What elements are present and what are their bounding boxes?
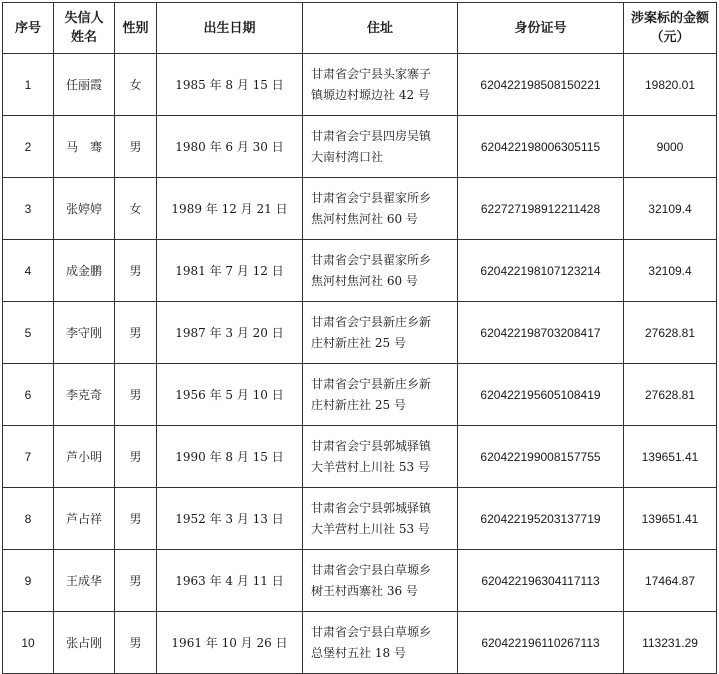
row-id-number: 622727198912211428 — [458, 178, 624, 240]
row-amount: 32109.4 — [624, 178, 717, 240]
row-gender: 男 — [115, 302, 157, 364]
row-address-line2: 焦河村焦河社 60 号 — [311, 211, 418, 226]
row-name: 任丽霞 — [54, 54, 115, 116]
table-row — [3, 612, 717, 674]
row-index: 10 — [3, 612, 54, 674]
row-index: 1 — [3, 54, 54, 116]
row-address — [303, 302, 458, 364]
row-name: 张占刚 — [54, 612, 115, 674]
row-amount: 27628.81 — [624, 364, 717, 426]
table-row — [3, 54, 717, 116]
row-address-line2: 大羊营村上川社 53 号 — [311, 521, 430, 536]
row-name: 李守刚 — [54, 302, 115, 364]
row-birth-date: 1961 年 10 月 26 日 — [157, 612, 303, 674]
row-address — [303, 612, 458, 674]
row-address-line1: 甘肃省会宁县四房吴镇 — [311, 128, 432, 143]
row-birth-date: 1987 年 3 月 20 日 — [157, 302, 303, 364]
row-address-line1: 甘肃省会宁县新庄乡新 — [311, 314, 432, 329]
row-name: 马 骞 — [54, 116, 115, 178]
header-amount — [624, 3, 717, 54]
row-index: 7 — [3, 426, 54, 488]
row-birth-date: 1963 年 4 月 11 日 — [157, 550, 303, 612]
row-gender: 男 — [115, 116, 157, 178]
row-id-number: 620422195203137719 — [458, 488, 624, 550]
row-address-line1: 甘肃省会宁县郭城驿镇 — [311, 438, 432, 453]
header-name — [54, 3, 115, 54]
row-index: 9 — [3, 550, 54, 612]
row-amount: 113231.29 — [624, 612, 717, 674]
row-address — [303, 488, 458, 550]
header-row — [3, 3, 717, 54]
row-address — [303, 116, 458, 178]
header-birth-date: 出生日期 — [157, 3, 303, 54]
header-address: 住址 — [303, 3, 458, 54]
row-index: 6 — [3, 364, 54, 426]
row-name: 芦占祥 — [54, 488, 115, 550]
row-name: 芦小明 — [54, 426, 115, 488]
row-gender: 男 — [115, 426, 157, 488]
row-amount: 139651.41 — [624, 488, 717, 550]
row-index: 4 — [3, 240, 54, 302]
debtor-table — [2, 2, 717, 674]
row-address-line1: 甘肃省会宁县白草塬乡 — [311, 624, 432, 639]
header-index: 序号 — [3, 3, 54, 54]
row-amount: 9000 — [624, 116, 717, 178]
table-row — [3, 116, 717, 178]
header-name-line1: 失信人 — [64, 11, 104, 26]
row-address — [303, 178, 458, 240]
row-address — [303, 240, 458, 302]
table-row — [3, 426, 717, 488]
row-birth-date: 1980 年 6 月 30 日 — [157, 116, 303, 178]
row-birth-date: 1985 年 8 月 15 日 — [157, 54, 303, 116]
row-amount: 32109.4 — [624, 240, 717, 302]
row-birth-date: 1981 年 7 月 12 日 — [157, 240, 303, 302]
row-index: 2 — [3, 116, 54, 178]
row-address-line1: 甘肃省会宁县郭城驿镇 — [311, 500, 432, 515]
row-amount: 27628.81 — [624, 302, 717, 364]
row-id-number: 620422198107123214 — [458, 240, 624, 302]
row-id-number: 620422195605108419 — [458, 364, 624, 426]
row-amount: 17464.87 — [624, 550, 717, 612]
row-gender: 男 — [115, 488, 157, 550]
row-address-line2: 树王村西寨社 36 号 — [311, 583, 418, 598]
row-address — [303, 426, 458, 488]
row-name: 李克奇 — [54, 364, 115, 426]
row-address-line1: 甘肃省会宁县新庄乡新 — [311, 376, 432, 391]
row-name: 张婷婷 — [54, 178, 115, 240]
row-id-number: 620422199008157755 — [458, 426, 624, 488]
row-address-line2: 镇塬边村塬边社 42 号 — [311, 87, 430, 102]
table-body — [3, 54, 717, 674]
table-row — [3, 550, 717, 612]
row-gender: 男 — [115, 612, 157, 674]
row-name: 王成华 — [54, 550, 115, 612]
row-gender: 男 — [115, 240, 157, 302]
row-index: 5 — [3, 302, 54, 364]
row-name: 成金鹏 — [54, 240, 115, 302]
row-address — [303, 54, 458, 116]
row-address-line1: 甘肃省会宁县白草塬乡 — [311, 562, 432, 577]
row-amount: 139651.41 — [624, 426, 717, 488]
row-address-line2: 大羊营村上川社 53 号 — [311, 459, 430, 474]
table-row — [3, 178, 717, 240]
table-row — [3, 488, 717, 550]
row-birth-date: 1952 年 3 月 13 日 — [157, 488, 303, 550]
row-gender: 女 — [115, 178, 157, 240]
row-address-line2: 庄村新庄社 25 号 — [311, 335, 406, 350]
header-id-number: 身份证号 — [458, 3, 624, 54]
row-address — [303, 550, 458, 612]
row-address — [303, 364, 458, 426]
header-amount-line1: 涉案标的金额 — [630, 11, 709, 26]
header-amount-line2: （元） — [650, 30, 690, 45]
row-birth-date: 1956 年 5 月 10 日 — [157, 364, 303, 426]
row-id-number: 620422198006305115 — [458, 116, 624, 178]
row-birth-date: 1989 年 12 月 21 日 — [157, 178, 303, 240]
row-id-number: 620422196110267113 — [458, 612, 624, 674]
row-address-line2: 总堡村五社 18 号 — [311, 645, 406, 660]
row-gender: 女 — [115, 54, 157, 116]
row-index: 3 — [3, 178, 54, 240]
row-address-line1: 甘肃省会宁县翟家所乡 — [311, 190, 432, 205]
row-address-line1: 甘肃省会宁县翟家所乡 — [311, 252, 432, 267]
row-gender: 男 — [115, 550, 157, 612]
table-row — [3, 302, 717, 364]
row-birth-date: 1990 年 8 月 15 日 — [157, 426, 303, 488]
row-id-number: 620422198508150221 — [458, 54, 624, 116]
table-row — [3, 364, 717, 426]
row-index: 8 — [3, 488, 54, 550]
row-address-line2: 焦河村焦河社 60 号 — [311, 273, 418, 288]
header-name-line2: 姓名 — [70, 30, 97, 45]
row-address-line1: 甘肃省会宁县头家寨子 — [311, 66, 432, 81]
row-address-line2: 大南村湾口社 — [311, 149, 384, 164]
row-gender: 男 — [115, 364, 157, 426]
header-gender: 性别 — [115, 3, 157, 54]
row-amount: 19820.01 — [624, 54, 717, 116]
row-id-number: 620422198703208417 — [458, 302, 624, 364]
table-row — [3, 240, 717, 302]
row-id-number: 620422196304117113 — [458, 550, 624, 612]
row-address-line2: 庄村新庄社 25 号 — [311, 397, 406, 412]
